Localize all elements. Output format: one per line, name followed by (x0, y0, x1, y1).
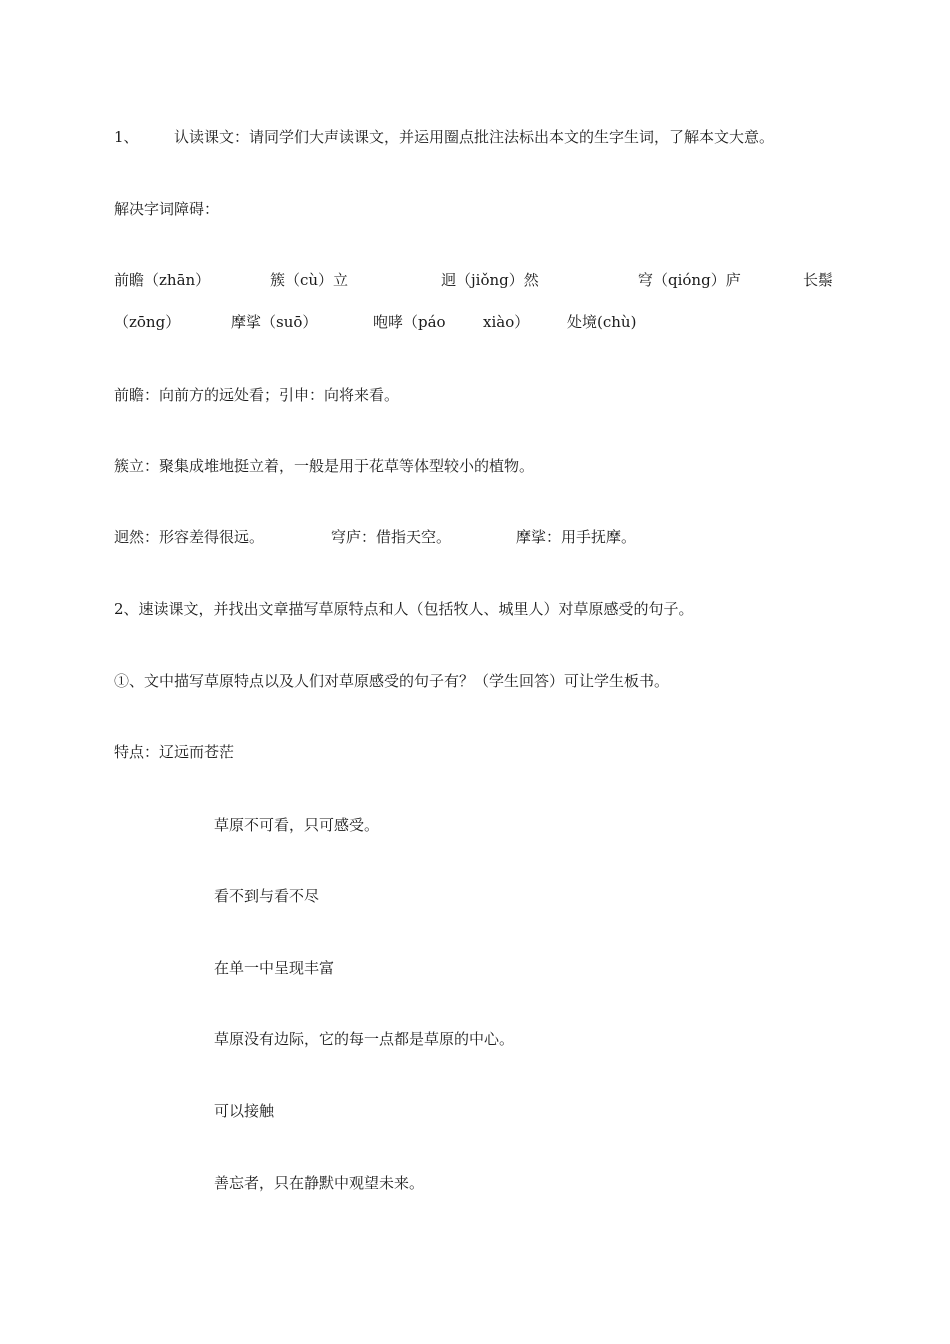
features-label: 特点：辽远而苍茫 (114, 743, 235, 761)
definition-culi: 簇立：聚集成堆地挺立着，一般是用于花草等体型较小的植物。 (114, 457, 535, 475)
vocab-item: 穹（qióng）庐 (638, 271, 741, 289)
step1-text: 认读课文：请同学们大声读课文，并运用圈点批注法标出本文的生字生词，了解本文大意。 (174, 128, 775, 146)
sub1-text: ①、文中描写草原特点以及人们对草原感受的句子有？（学生回答）可让学生板书。 (114, 672, 670, 690)
vocab-item: 处境(chù) (567, 313, 637, 331)
feature-item: 草原不可看，只可感受。 (214, 816, 380, 834)
vocab-item: 长鬃 (803, 271, 834, 289)
feature-item: 善忘者，只在静默中观望未来。 (214, 1174, 425, 1192)
vocab-item: xiào） (483, 313, 530, 331)
definition-qionglu: 穹庐：借指天空。 (331, 528, 452, 546)
definition-mosuo: 摩挲：用手抚摩。 (516, 528, 637, 546)
vocab-item: 摩挲（suō） (231, 313, 318, 331)
feature-item: 草原没有边际，它的每一点都是草原的中心。 (214, 1030, 515, 1048)
feature-item: 看不到与看不尽 (214, 887, 320, 905)
step2-text: 2、速读课文，并找出文章描写草原特点和人（包括牧人、城里人）对草原感受的句子。 (114, 600, 694, 618)
feature-item: 可以接触 (214, 1102, 275, 1120)
vocab-item: 迥（jiǒng）然 (441, 271, 539, 289)
step1-number: 1、 (114, 128, 139, 146)
vocab-item: 簇（cù）立 (270, 271, 349, 289)
vocab-item: （zōng） (114, 313, 181, 331)
definition-qianzhan: 前瞻：向前方的远处看；引申：向将来看。 (114, 386, 400, 404)
vocab-item: 前瞻（zhān） (114, 271, 211, 289)
vocab-item: 咆哮（páo (373, 313, 446, 331)
feature-item: 在单一中呈现丰富 (214, 959, 335, 977)
vocab-heading: 解决字词障碍： (114, 200, 220, 218)
definition-jiongran: 迥然：形容差得很远。 (114, 528, 265, 546)
